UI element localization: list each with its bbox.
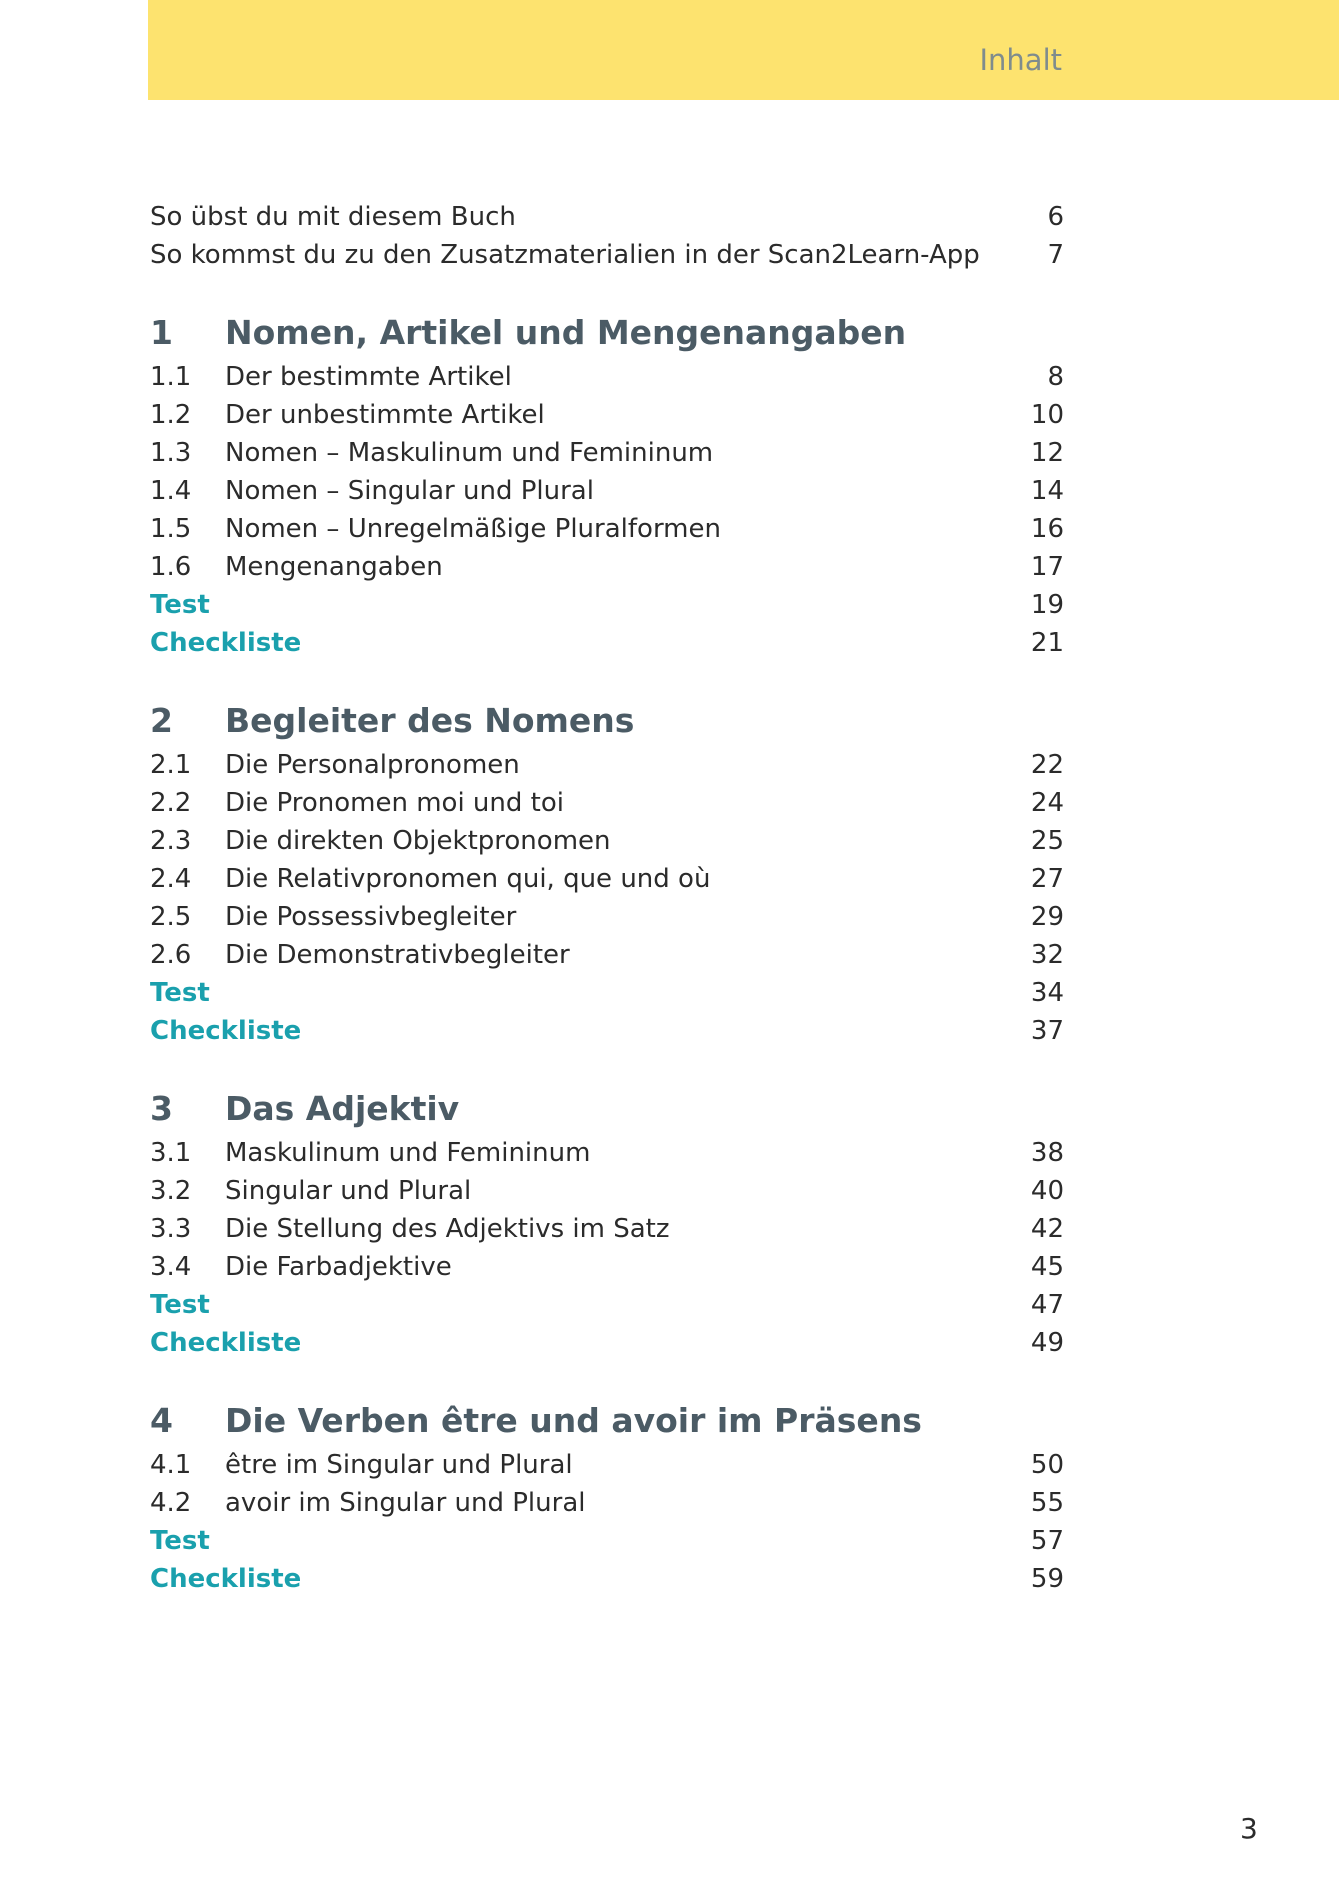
toc-entry-3-3[interactable] — [150, 1210, 1064, 1248]
toc-entry-1-6[interactable] — [150, 548, 1064, 586]
section-label: Die Demonstrativbegleiter — [225, 940, 570, 970]
toc-entry-2-4[interactable] — [150, 860, 1064, 898]
section-page: 50 — [1030, 1450, 1064, 1480]
test-page: 19 — [1030, 590, 1064, 620]
toc-entry-1-2[interactable] — [150, 396, 1064, 434]
toc-entry-3-4[interactable] — [150, 1248, 1064, 1286]
checklist-page: 49 — [1030, 1328, 1064, 1358]
section-number: 2.4 — [150, 864, 192, 894]
header-banner — [148, 0, 1339, 100]
chapter-number: 3 — [150, 1089, 173, 1128]
section-page: 12 — [1030, 438, 1064, 468]
section-label: être im Singular und Plural — [225, 1450, 573, 1480]
section-number: 4.1 — [150, 1450, 192, 1480]
section-number: 4.2 — [150, 1488, 192, 1518]
test-label: Test — [150, 978, 210, 1008]
chapter-title: Begleiter des Nomens — [225, 701, 635, 740]
section-number: 1.2 — [150, 400, 192, 430]
section-label: Der bestimmte Artikel — [225, 362, 512, 392]
toc-entry-1-3[interactable] — [150, 434, 1064, 472]
chapter-title: Nomen, Artikel und Mengenangaben — [225, 313, 907, 352]
toc-entry-test-2[interactable] — [150, 974, 1064, 1012]
toc-entry-test-4[interactable] — [150, 1522, 1064, 1560]
section-label: Die Relativpronomen qui, que und où — [225, 864, 711, 894]
section-label: Der unbestimmte Artikel — [225, 400, 545, 430]
section-page: 22 — [1030, 750, 1064, 780]
toc-entry-2-3[interactable] — [150, 822, 1064, 860]
checklist-label: Checkliste — [150, 1016, 302, 1046]
section-number: 2.1 — [150, 750, 192, 780]
chapter-title: Das Adjektiv — [225, 1089, 460, 1128]
section-label: Singular und Plural — [225, 1176, 472, 1206]
toc-entry-intro-2[interactable] — [150, 236, 1064, 274]
checklist-page: 21 — [1030, 628, 1064, 658]
section-label: Mengenangaben — [225, 552, 443, 582]
section-page: 25 — [1030, 826, 1064, 856]
section-number: 1.3 — [150, 438, 192, 468]
section-page: 14 — [1030, 476, 1064, 506]
chapter-4-heading[interactable] — [150, 1396, 1064, 1446]
section-page: 24 — [1030, 788, 1064, 818]
toc-entry-intro-1[interactable] — [150, 198, 1064, 236]
toc-entry-page: 6 — [1047, 202, 1064, 232]
test-page: 47 — [1030, 1290, 1064, 1320]
toc-entry-checklist-3[interactable] — [150, 1324, 1064, 1362]
section-page: 10 — [1030, 400, 1064, 430]
test-page: 34 — [1030, 978, 1064, 1008]
checklist-label: Checkliste — [150, 1328, 302, 1358]
section-number: 3.2 — [150, 1176, 192, 1206]
checklist-page: 59 — [1030, 1564, 1064, 1594]
chapter-number: 2 — [150, 701, 173, 740]
checklist-label: Checkliste — [150, 628, 302, 658]
test-label: Test — [150, 1290, 210, 1320]
section-page: 32 — [1030, 940, 1064, 970]
toc-entry-3-2[interactable] — [150, 1172, 1064, 1210]
chapter-1-heading[interactable] — [150, 308, 1064, 358]
toc-entry-2-6[interactable] — [150, 936, 1064, 974]
section-label: Nomen – Singular und Plural — [225, 476, 594, 506]
checklist-page: 37 — [1030, 1016, 1064, 1046]
toc-entry-2-2[interactable] — [150, 784, 1064, 822]
section-number: 2.6 — [150, 940, 192, 970]
section-label: Nomen – Maskulinum und Femininum — [225, 438, 714, 468]
toc-entry-1-4[interactable] — [150, 472, 1064, 510]
toc-entry-page: 7 — [1047, 240, 1064, 270]
section-page: 45 — [1030, 1252, 1064, 1282]
section-number: 2.2 — [150, 788, 192, 818]
section-page: 40 — [1030, 1176, 1064, 1206]
section-label: Die direkten Objektpronomen — [225, 826, 611, 856]
toc-entry-test-3[interactable] — [150, 1286, 1064, 1324]
toc-entry-1-1[interactable] — [150, 358, 1064, 396]
toc-entry-1-5[interactable] — [150, 510, 1064, 548]
section-label: avoir im Singular und Plural — [225, 1488, 586, 1518]
section-number: 3.1 — [150, 1138, 192, 1168]
toc-entry-4-2[interactable] — [150, 1484, 1064, 1522]
checklist-label: Checkliste — [150, 1564, 302, 1594]
chapter-2-heading[interactable] — [150, 696, 1064, 746]
section-number: 1.6 — [150, 552, 192, 582]
section-page: 17 — [1030, 552, 1064, 582]
section-number: 3.3 — [150, 1214, 192, 1244]
toc-entry-2-1[interactable] — [150, 746, 1064, 784]
section-page: 16 — [1030, 514, 1064, 544]
section-number: 2.3 — [150, 826, 192, 856]
toc-entry-2-5[interactable] — [150, 898, 1064, 936]
chapter-title: Die Verben être und avoir im Präsens — [225, 1401, 922, 1440]
section-label: Die Farbadjektive — [225, 1252, 452, 1282]
section-page: 38 — [1030, 1138, 1064, 1168]
table-of-contents — [150, 198, 1064, 1598]
page-title: Inhalt — [979, 43, 1062, 77]
test-label: Test — [150, 590, 210, 620]
section-page: 42 — [1030, 1214, 1064, 1244]
section-number: 1.5 — [150, 514, 192, 544]
section-label: Die Stellung des Adjektivs im Satz — [225, 1214, 670, 1244]
chapter-3-heading[interactable] — [150, 1084, 1064, 1134]
toc-entry-checklist-1[interactable] — [150, 624, 1064, 662]
section-label: Maskulinum und Femininum — [225, 1138, 591, 1168]
toc-entry-checklist-2[interactable] — [150, 1012, 1064, 1050]
section-label: Die Pronomen moi und toi — [225, 788, 564, 818]
toc-entry-test-1[interactable] — [150, 586, 1064, 624]
toc-entry-label: So übst du mit diesem Buch — [150, 202, 516, 232]
chapter-number: 1 — [150, 313, 173, 352]
section-page: 55 — [1030, 1488, 1064, 1518]
toc-entry-3-1[interactable] — [150, 1134, 1064, 1172]
toc-entry-checklist-4[interactable] — [150, 1560, 1064, 1598]
chapter-number: 4 — [150, 1401, 173, 1440]
section-label: Die Personalpronomen — [225, 750, 520, 780]
section-number: 2.5 — [150, 902, 192, 932]
page-number: 3 — [1240, 1812, 1258, 1845]
section-page: 29 — [1030, 902, 1064, 932]
section-label: Nomen – Unregelmäßige Pluralformen — [225, 514, 721, 544]
section-number: 1.1 — [150, 362, 192, 392]
test-label: Test — [150, 1526, 210, 1556]
section-page: 8 — [1047, 362, 1064, 392]
section-number: 1.4 — [150, 476, 192, 506]
section-number: 3.4 — [150, 1252, 192, 1282]
test-page: 57 — [1030, 1526, 1064, 1556]
section-label: Die Possessivbegleiter — [225, 902, 517, 932]
toc-entry-4-1[interactable] — [150, 1446, 1064, 1484]
section-page: 27 — [1030, 864, 1064, 894]
toc-entry-label: So kommst du zu den Zusatzmaterialien in der Scan2Learn-App — [150, 240, 980, 270]
